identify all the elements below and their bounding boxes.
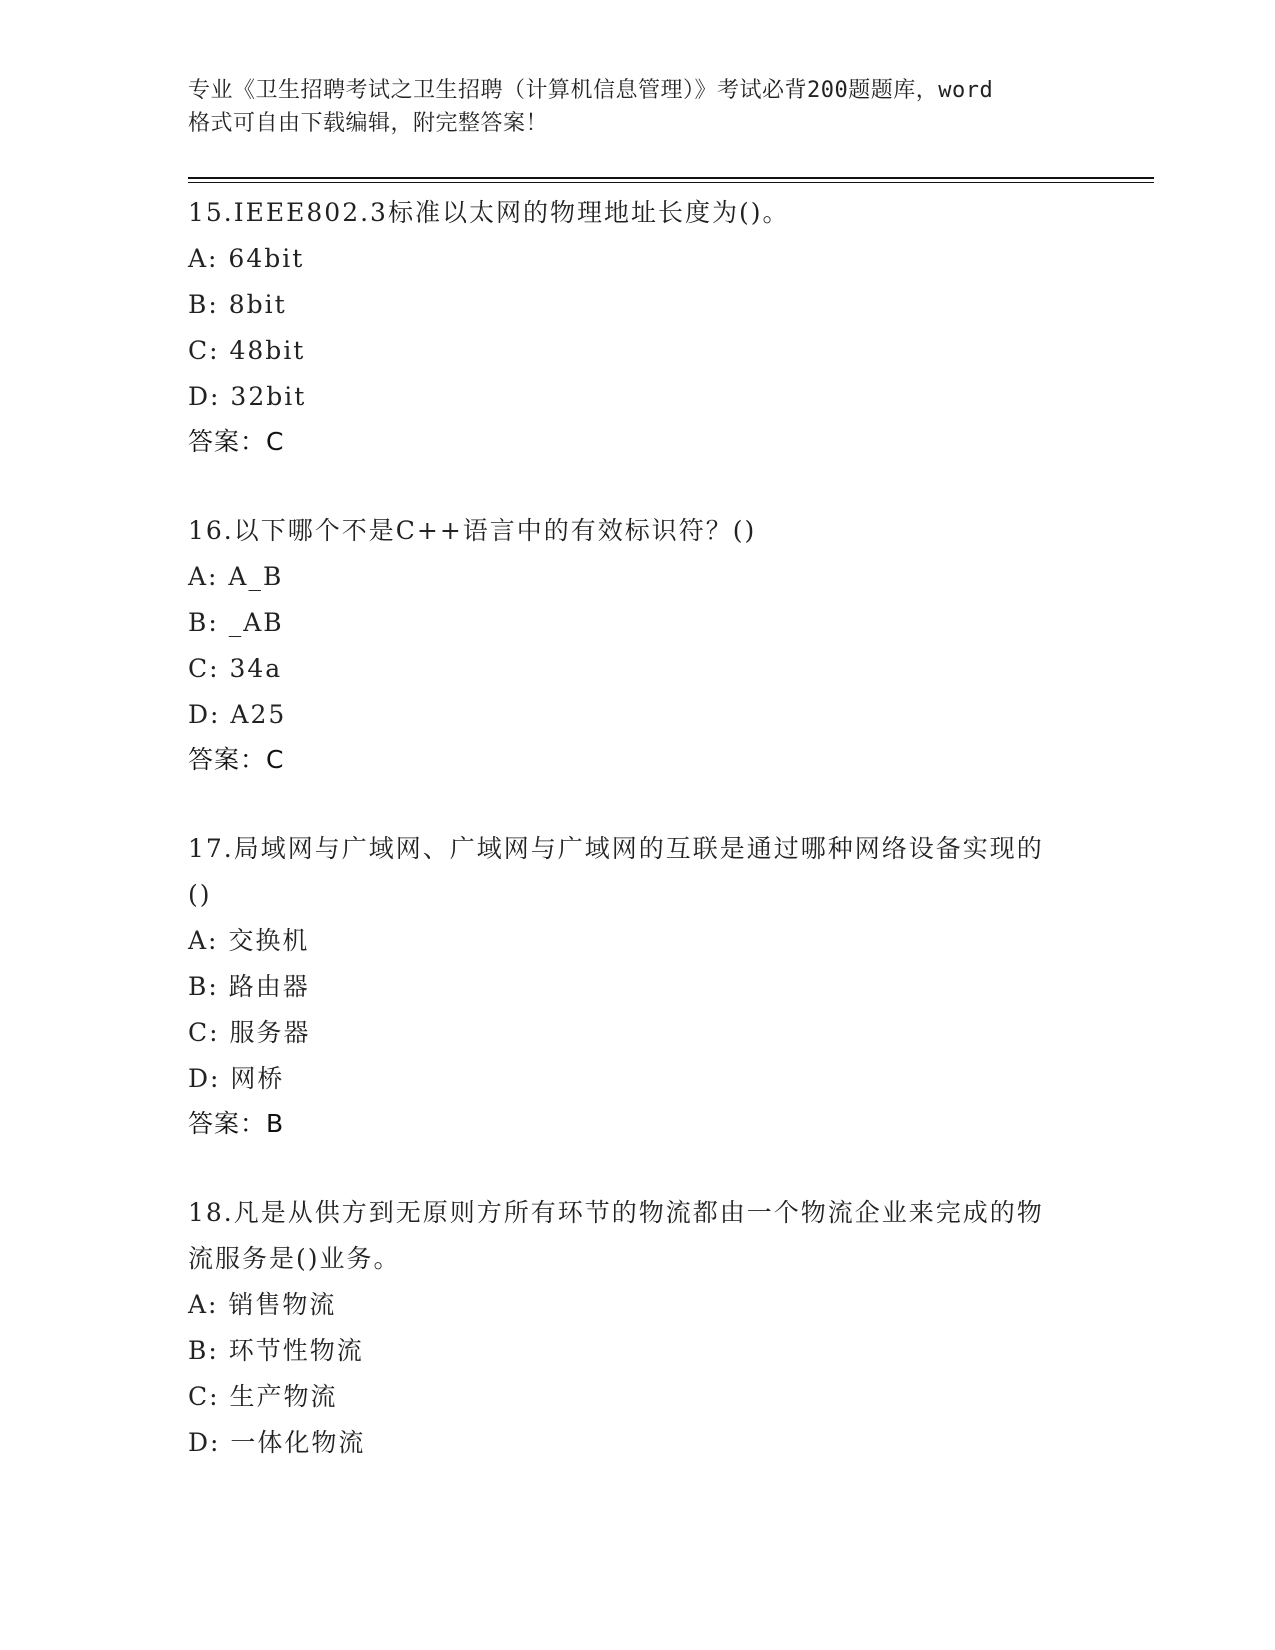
- question-stem: 18.凡是从供方到无原则方所有环节的物流都由一个物流企业来完成的物流服务是()业务。: [188, 1198, 1044, 1273]
- answer-line: 答案：C: [188, 427, 285, 456]
- option-a: A: A_B: [188, 562, 284, 591]
- question-stem: 15.IEEE802.3标准以太网的物理地址长度为()。: [188, 198, 790, 227]
- option-a: A: 交换机: [188, 926, 310, 955]
- option-c: C: 生产物流: [188, 1382, 338, 1411]
- header-divider-thick: [188, 177, 1154, 179]
- question-stem: 16.以下哪个不是C++语言中的有效标识符？(): [188, 516, 757, 545]
- question-stem: 17.局域网与广域网、广域网与广域网的互联是通过哪种网络设备实现的(): [188, 834, 1044, 909]
- option-d: D: A25: [188, 700, 287, 729]
- option-d: D: 一体化物流: [188, 1428, 366, 1457]
- option-b: B: 环节性物流: [188, 1336, 364, 1365]
- question-15: [188, 190, 1088, 464]
- header-line-2: 格式可自由下载编辑，附完整答案！: [188, 111, 549, 136]
- option-d: D: 32bit: [188, 382, 307, 411]
- question-17: [188, 826, 1088, 1146]
- question-18: [188, 1190, 1088, 1466]
- answer-line: 答案：B: [188, 1109, 285, 1138]
- option-b: B: 8bit: [188, 290, 287, 319]
- option-a: A: 销售物流: [188, 1290, 337, 1319]
- option-d: D: 网桥: [188, 1064, 285, 1093]
- option-a: A: 64bit: [188, 244, 305, 273]
- option-c: C: 34a: [188, 654, 283, 683]
- header-divider-thin: [188, 182, 1154, 183]
- option-c: C: 服务器: [188, 1018, 311, 1047]
- option-b: B: _AB: [188, 608, 284, 637]
- header-line-1: 专业《卫生招聘考试之卫生招聘（计算机信息管理）》考试必背200题题库，word: [188, 78, 994, 103]
- option-b: B: 路由器: [188, 972, 310, 1001]
- question-list: [188, 190, 1088, 1510]
- question-16: [188, 508, 1088, 782]
- document-header: [188, 74, 1088, 140]
- option-c: C: 48bit: [188, 336, 306, 365]
- answer-line: 答案：C: [188, 745, 285, 774]
